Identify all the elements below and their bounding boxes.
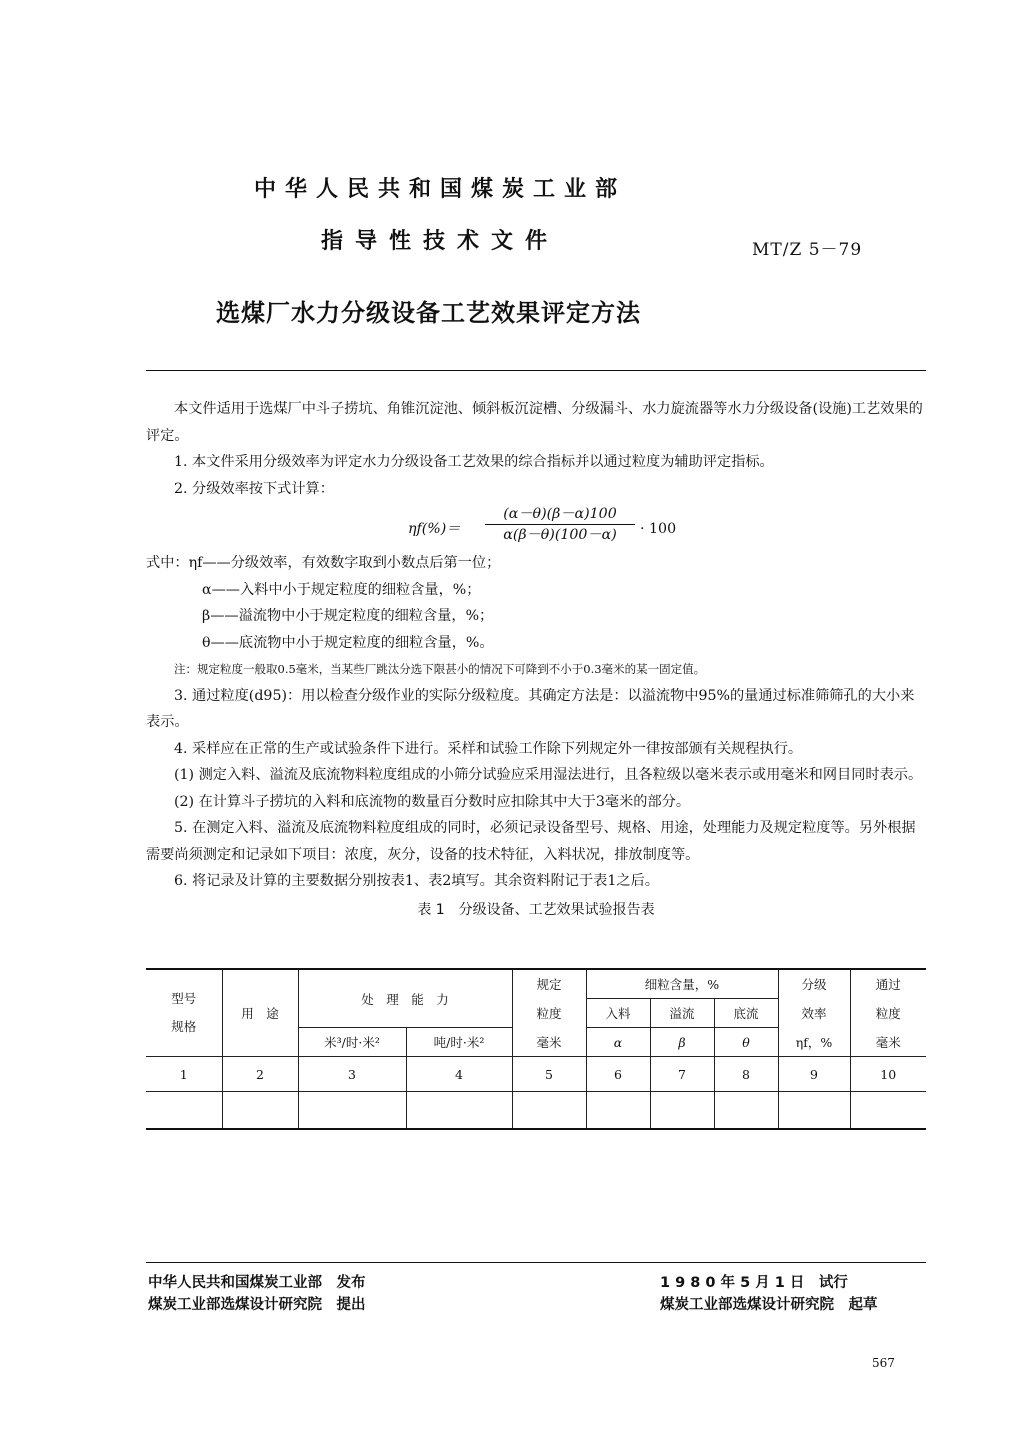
formula-numerator: (α－θ)(β－α)100 bbox=[485, 504, 635, 525]
clause-4-2: (2) 在计算斗子捞坑的入料和底流物的数量百分数时应扣除其中大于3毫米的部分。 bbox=[174, 793, 691, 810]
footer-proposer: 煤炭工业部选煤设计研究院 提出 bbox=[148, 1297, 366, 1313]
formula-lhs: ηf(%)＝ bbox=[408, 521, 461, 537]
header-pass-size: 粒度 bbox=[850, 999, 926, 1028]
header-pass-size: 毫米 bbox=[850, 1028, 926, 1057]
header-size: 毫米 bbox=[512, 1028, 586, 1057]
definition-line: 式中：ηf——分级效率，有效数字取到小数点后第一位； bbox=[146, 555, 501, 571]
header-feed: 入料 bbox=[586, 999, 650, 1028]
header-fine-content: 细粒含量，% bbox=[586, 969, 778, 999]
clause-3: 3. 通过粒度(d95)：用以检查分级作业的实际分级粒度。其确定方法是：以溢流物中95%的量通过标准筛筛孔的大小来表示。 bbox=[146, 687, 915, 730]
title-rule bbox=[146, 370, 926, 371]
header-underflow: 底流 bbox=[714, 999, 778, 1028]
document-body bbox=[146, 396, 926, 923]
column-number: 2 bbox=[222, 1057, 298, 1092]
column-number: 7 bbox=[650, 1057, 714, 1092]
header-capacity-unit: 吨/时·米² bbox=[406, 1028, 512, 1057]
column-number: 5 bbox=[512, 1057, 586, 1092]
header-efficiency: 分级 bbox=[778, 969, 850, 999]
definition-line: θ——底流物中小于规定粒度的细粒含量，%。 bbox=[202, 634, 494, 651]
header-efficiency: 效率 bbox=[778, 999, 850, 1028]
header-efficiency: ηf，% bbox=[778, 1028, 850, 1057]
definition-line: β——溢流物中小于规定粒度的细粒含量，%； bbox=[202, 608, 494, 624]
column-number: 3 bbox=[298, 1057, 406, 1092]
standard-code: MT/Z 5－79 bbox=[752, 240, 863, 260]
empty-cell bbox=[512, 1092, 586, 1130]
clause-4-1: (1) 测定入料、溢流及底流物料粒度组成的小筛分试验应采用湿法进行，且各粒级以毫米表示或用毫米和网目同时表示。 bbox=[174, 767, 923, 783]
document-type: 指导性技术文件 bbox=[320, 229, 559, 254]
efficiency-formula bbox=[146, 504, 926, 550]
report-table bbox=[146, 968, 926, 1130]
empty-cell bbox=[406, 1092, 512, 1130]
empty-cell bbox=[650, 1092, 714, 1130]
ministry-name: 中华人民共和国煤炭工业部 bbox=[253, 177, 626, 202]
table-caption: 表 1 分级设备、工艺效果试验报告表 bbox=[417, 901, 655, 918]
column-number: 1 bbox=[146, 1057, 222, 1092]
header-size: 粒度 bbox=[512, 999, 586, 1028]
footer-drafter: 煤炭工业部选煤设计研究院 起草 bbox=[660, 1297, 878, 1313]
formula-denominator: α(β－θ)(100－α) bbox=[503, 527, 617, 543]
header-beta: β bbox=[650, 1028, 714, 1057]
column-number: 6 bbox=[586, 1057, 650, 1092]
footer-right bbox=[660, 1272, 878, 1316]
clause-2: 2. 分级效率按下式计算： bbox=[174, 480, 334, 497]
header-model: 型号 规格 bbox=[146, 969, 222, 1057]
column-number: 9 bbox=[778, 1057, 850, 1092]
empty-cell bbox=[714, 1092, 778, 1130]
symbol-definitions bbox=[146, 550, 926, 656]
empty-cell bbox=[586, 1092, 650, 1130]
note: 注：规定粒度一般取0.5毫米，当某些厂跳汰分选下限甚小的情况下可降到不小于0.3毫米的某一固定值。 bbox=[174, 662, 706, 676]
header-pass-size: 通过 bbox=[850, 969, 926, 999]
footer-effective-date: 1 9 8 0 年 5 月 1 日 试行 bbox=[660, 1275, 848, 1291]
formula-fraction bbox=[485, 504, 635, 545]
clause-5: 5. 在测定入料、溢流及底流物料粒度组成的同时，必须记录设备型号、规格、用途，处理能力及规定粒度等。另外根据需要尚须测定和记录如下项目：浓度，灰分，设备的技术特征，入料状况，排放制度等。 bbox=[146, 820, 916, 863]
header-capacity: 处 理 能 力 bbox=[298, 969, 512, 1028]
header-theta: θ bbox=[714, 1028, 778, 1057]
clause-6: 6. 将记录及计算的主要数据分别按表1、表2填写。其余资料附记于表1之后。 bbox=[174, 873, 659, 889]
header-use: 用 途 bbox=[222, 969, 298, 1057]
empty-cell bbox=[146, 1092, 222, 1130]
header-capacity-unit: 米³/时·米² bbox=[298, 1028, 406, 1057]
header-size: 规定 bbox=[512, 969, 586, 999]
clause-4: 4. 采样应在正常的生产或试验条件下进行。采样和试验工作除下列规定外一律按部颁有关规程执行。 bbox=[174, 740, 803, 757]
footer-left bbox=[148, 1272, 366, 1316]
footer-publisher: 中华人民共和国煤炭工业部 发布 bbox=[148, 1275, 366, 1291]
empty-cell bbox=[778, 1092, 850, 1130]
clause-1: 1. 本文件采用分级效率为评定水力分级设备工艺效果的综合指标并以通过粒度为辅助评定指标。 bbox=[174, 454, 774, 470]
header-alpha: α bbox=[586, 1028, 650, 1057]
column-number: 10 bbox=[850, 1057, 926, 1092]
document-title: 选煤厂水力分级设备工艺效果评定方法 bbox=[216, 299, 641, 327]
definition-line: α——入料中小于规定粒度的细粒含量，%； bbox=[202, 581, 481, 598]
footer-rule bbox=[146, 1262, 926, 1263]
empty-cell bbox=[850, 1092, 926, 1130]
header-overflow: 溢流 bbox=[650, 999, 714, 1028]
column-number: 8 bbox=[714, 1057, 778, 1092]
empty-cell bbox=[298, 1092, 406, 1130]
column-number: 4 bbox=[406, 1057, 512, 1092]
intro-paragraph: 本文件适用于选煤厂中斗子捞坑、角锥沉淀池、倾斜板沉淀槽、分级漏斗、水力旋流器等水力分级设备(设施)工艺效果的评定。 bbox=[146, 401, 923, 444]
empty-cell bbox=[222, 1092, 298, 1130]
formula-tail: · 100 bbox=[640, 521, 677, 537]
page-number: 567 bbox=[872, 1356, 895, 1370]
